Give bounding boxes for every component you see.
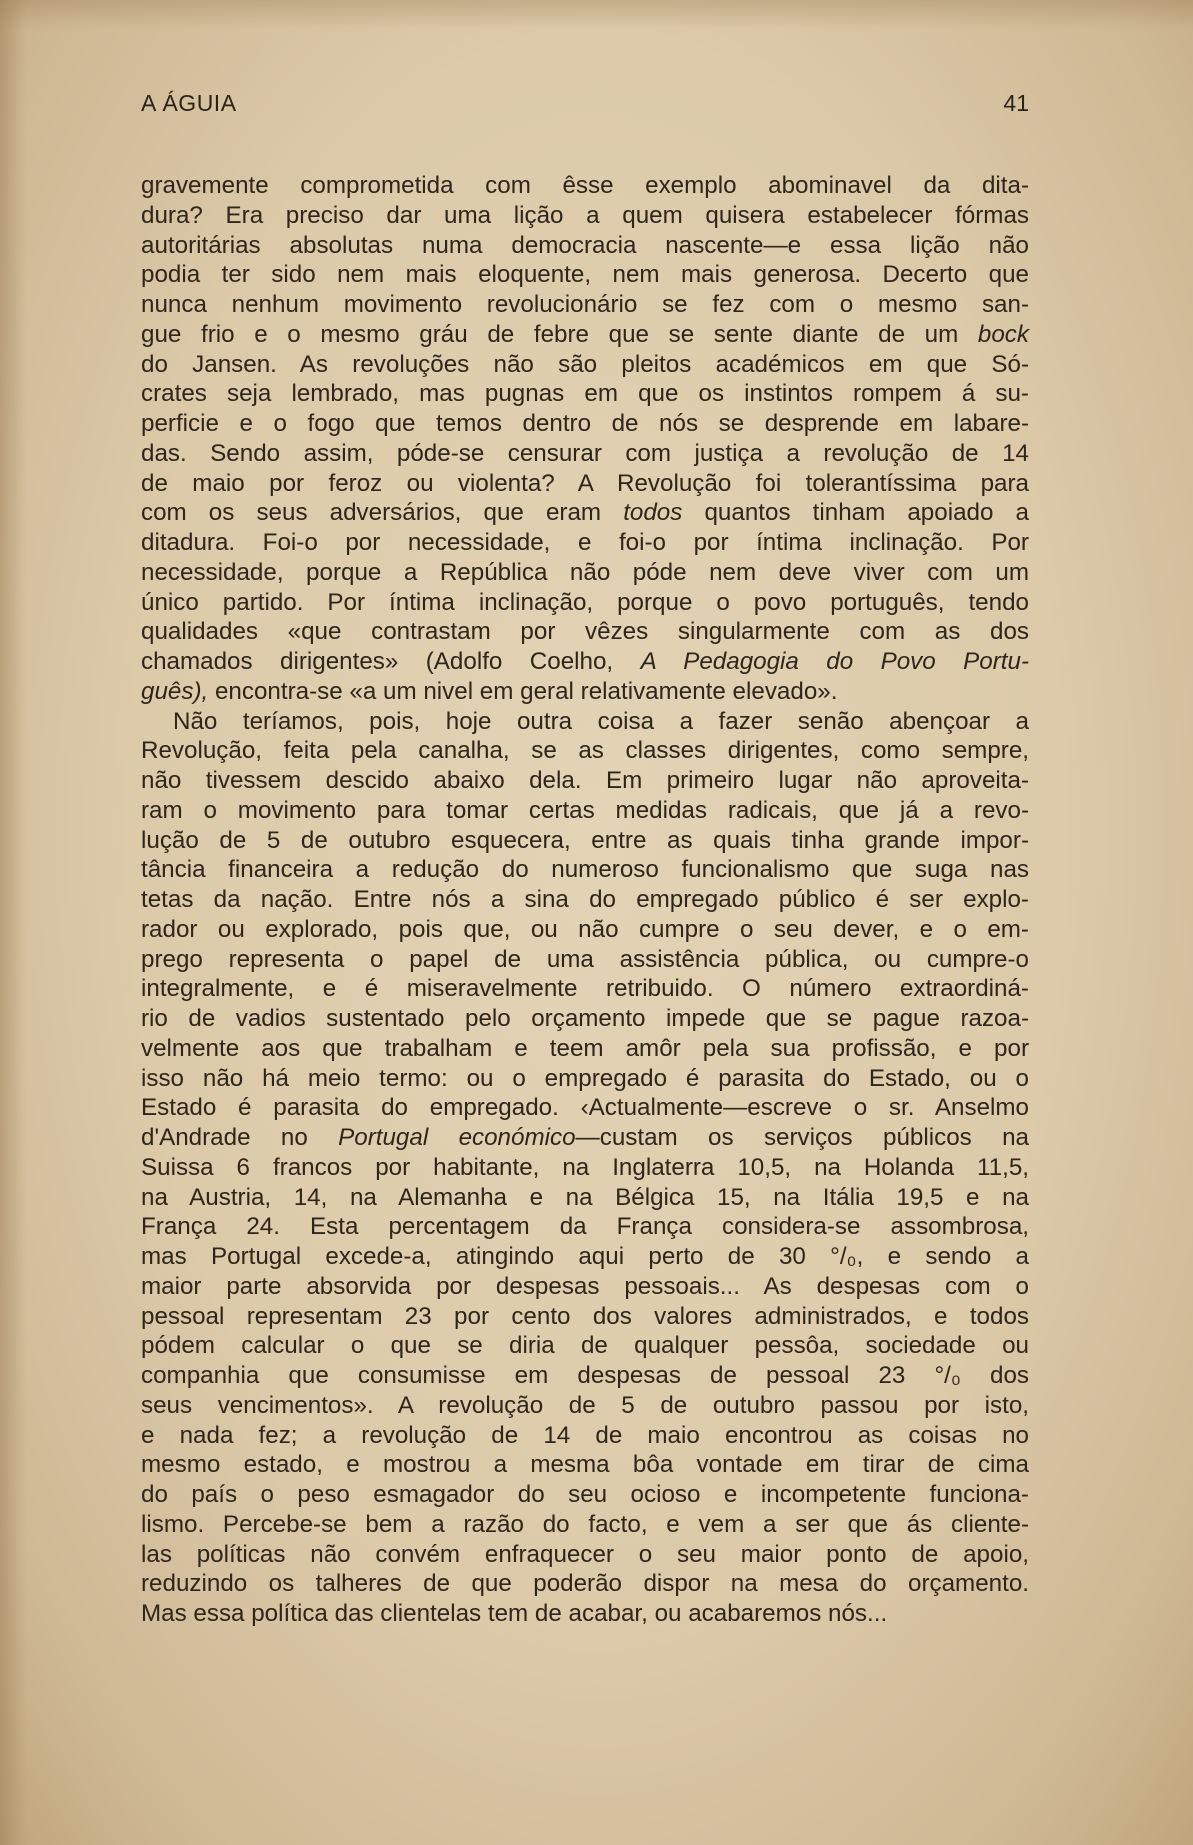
text-line xyxy=(141,1212,1029,1242)
text-run: Mas essa política das clientelas tem de acabar, ou acabaremos nós... xyxy=(141,1600,888,1627)
text-line xyxy=(141,826,1029,856)
text-run: velmente aos que trabalham e teem amôr pela sua profissão, e por xyxy=(141,1034,1029,1062)
text-line xyxy=(141,1183,1029,1213)
text-run: Estado é parasita do empregado. ‹Actualmente—escreve o sr. Anselmo xyxy=(141,1094,1029,1122)
text-run: chamados dirigentes» (Adolfo Coelho, xyxy=(141,648,641,675)
text-line xyxy=(141,439,1029,469)
text-run: na Austria, 14, na Alemanha e na Bélgica 15, na Itália 19,5 e na xyxy=(141,1183,1029,1211)
text-run: rador ou explorado, pois que, ou não cumpre o seu dever, e o em- xyxy=(141,915,1029,943)
text-run: tetas da nação. Entre nós a sina do empregado público é ser explo- xyxy=(141,886,1029,913)
text-run: perficie e o fogo que temos dentro de nós se desprende em labare- xyxy=(141,410,1029,437)
text-line xyxy=(141,766,1029,796)
italic-run: Portugal económico xyxy=(338,1124,576,1151)
text-line xyxy=(141,796,1029,826)
text-run: podia ter sido nem mais eloquente, nem mais generosa. Decerto que xyxy=(141,261,1029,289)
paragraph xyxy=(141,171,1029,707)
running-title: A ÁGUIA xyxy=(141,90,237,116)
italic-run: guês), xyxy=(141,677,209,705)
text-line xyxy=(141,588,1029,618)
text-line xyxy=(141,1123,1029,1153)
text-run: das. Sendo assim, póde-se censurar com justiça a revolução de 14 xyxy=(141,439,1029,467)
page-number: 41 xyxy=(1003,90,1029,116)
text-line xyxy=(141,1064,1029,1094)
text-run: lução de 5 de outubro esquecera, entre as quais tinha grande impor- xyxy=(141,826,1029,854)
text-run: crates seja lembrado, mas pugnas em que os instintos rompem á su- xyxy=(141,380,1029,408)
text-line xyxy=(141,1272,1029,1302)
text-line xyxy=(141,647,1029,677)
text-line xyxy=(141,1302,1029,1332)
text-run: único partido. Por íntima inclinação, porque o povo português, tendo xyxy=(141,588,1029,616)
text-line xyxy=(141,1093,1029,1123)
text-line xyxy=(141,260,1029,290)
text-run: ram o movimento para tomar certas medidas radicais, que já a revo- xyxy=(141,796,1029,824)
text-run: de maio por feroz ou violenta? A Revolução foi tolerantíssima para xyxy=(141,469,1029,497)
text-line xyxy=(141,1480,1029,1510)
text-line xyxy=(141,469,1029,499)
text-line xyxy=(141,1153,1029,1183)
text-line xyxy=(141,379,1029,409)
text-line xyxy=(141,855,1029,885)
text-run: encontra-se «a um nivel em geral relativamente elevado». xyxy=(208,677,838,705)
text-run: ditadura. Foi-o por necessidade, e foi-o por íntima inclinação. Por xyxy=(141,529,1029,556)
text-run: reduzindo os talheres de que poderão dispor na mesa do orçamento. xyxy=(141,1570,1029,1598)
text-line xyxy=(141,1450,1029,1480)
text-line xyxy=(141,677,1029,707)
text-run: isso não há meio termo: ou o empregado é parasita do Estado, ou o xyxy=(141,1064,1029,1092)
text-line xyxy=(141,617,1029,647)
text-run: mas Portugal excede-a, atingindo aqui perto de 30 °/₀, e sendo a xyxy=(141,1243,1029,1270)
text-line xyxy=(141,558,1029,588)
text-line xyxy=(141,290,1029,320)
text-line xyxy=(141,1391,1029,1421)
text-run: pessoal representam 23 por cento dos valores administrados, e todos xyxy=(141,1302,1029,1330)
text-run: e nada fez; a revolução de 14 de maio encontrou as coisas no xyxy=(141,1421,1029,1449)
body-text xyxy=(141,171,1029,1629)
text-line xyxy=(141,1361,1029,1391)
text-run: d'Andrade no xyxy=(141,1124,339,1151)
text-line xyxy=(141,1540,1029,1570)
text-run: seus vencimentos». A revolução de 5 de outubro passou por isto, xyxy=(141,1391,1029,1419)
text-run: tância financeira a redução do numeroso funcionalismo que suga nas xyxy=(141,856,1029,884)
text-run: com os seus adversários, que eram xyxy=(141,499,624,527)
text-line xyxy=(141,1004,1029,1034)
italic-run: todos xyxy=(623,499,683,527)
text-line xyxy=(141,498,1029,528)
text-run: las políticas não convém enfraquecer o seu maior ponto de apoio, xyxy=(141,1540,1029,1568)
text-line xyxy=(141,409,1029,439)
text-line xyxy=(141,1510,1029,1540)
text-line xyxy=(141,1331,1029,1361)
text-line xyxy=(141,320,1029,350)
text-line xyxy=(141,736,1029,766)
text-run: dura? Era preciso dar uma lição a quem quisera estabelecer fórmas xyxy=(141,201,1029,229)
text-run: do país o peso esmagador do seu ocioso e incompetente funciona- xyxy=(141,1481,1029,1508)
text-run: autoritárias absolutas numa democracia nascente—e essa lição não xyxy=(141,231,1029,259)
text-run: gue frio e o mesmo gráu de febre que se sente diante de um xyxy=(141,320,978,348)
text-line xyxy=(141,1034,1029,1064)
text-run: qualidades «que contrastam por vêzes singularmente com as dos xyxy=(141,618,1029,646)
text-run: não tivessem descido abaixo dela. Em primeiro lugar não aproveita- xyxy=(141,767,1029,794)
text-run: companhia que consumisse em despesas de pessoal 23 °/₀ dos xyxy=(141,1362,1029,1389)
text-run: integralmente, e é miseravelmente retribuido. O número extraordiná- xyxy=(141,975,1029,1003)
text-line xyxy=(141,1599,1029,1629)
text-line xyxy=(141,974,1029,1004)
text-line xyxy=(141,1421,1029,1451)
text-run: Revolução, feita pela canalha, se as classes dirigentes, como sempre, xyxy=(141,737,1029,765)
text-run: rio de vadios sustentado pelo orçamento impede que se pague razoa- xyxy=(141,1005,1029,1032)
text-run: necessidade, porque a República não póde nem deve viver com um xyxy=(141,558,1029,586)
text-line xyxy=(141,707,1029,737)
text-line xyxy=(141,231,1029,261)
text-line xyxy=(141,528,1029,558)
text-run: quantos tinham apoiado a xyxy=(682,499,1029,527)
text-run: gravemente comprometida com êsse exemplo abominavel da dita- xyxy=(141,172,1029,199)
text-line xyxy=(141,945,1029,975)
text-run: França 24. Esta percentagem da França considera-se assombrosa, xyxy=(141,1213,1029,1241)
text-run: Não teríamos, pois, hoje outra coisa a fazer senão abençoar a xyxy=(173,707,1029,735)
text-line xyxy=(141,171,1029,201)
text-run: lismo. Percebe-se bem a razão do facto, e vem a ser que ás clientе- xyxy=(141,1510,1029,1538)
text-run: —custam os serviços públicos na xyxy=(575,1124,1029,1151)
paragraph xyxy=(141,707,1029,1629)
text-line xyxy=(141,1569,1029,1599)
text-run: do Jansen. As revoluções não são pleitos académicos em que Só- xyxy=(141,350,1029,378)
text-run: Suissa 6 francos por habitante, na Inglaterra 10,5, na Holanda 11,5, xyxy=(141,1153,1029,1181)
text-line xyxy=(141,1242,1029,1272)
text-run: prego representa o papel de uma assistência pública, ou cumpre-o xyxy=(141,945,1029,973)
italic-run: bock xyxy=(977,320,1029,348)
running-head xyxy=(141,90,1029,120)
text-line xyxy=(141,885,1029,915)
text-run: mesmo estado, e mostrou a mesma bôa vontade em tirar de cima xyxy=(141,1451,1029,1479)
text-run: maior parte absorvida por despesas pessoais... As despesas com o xyxy=(141,1272,1029,1300)
text-line xyxy=(141,201,1029,231)
italic-run: A Pedagogia do Povo Portu- xyxy=(640,648,1029,675)
text-line xyxy=(141,350,1029,380)
text-line xyxy=(141,915,1029,945)
text-run: nunca nenhum movimento revolucionário se fez com o mesmo san- xyxy=(141,291,1029,318)
text-run: pódem calcular o que se diria de qualquer pessôa, sociedade ou xyxy=(141,1332,1029,1360)
